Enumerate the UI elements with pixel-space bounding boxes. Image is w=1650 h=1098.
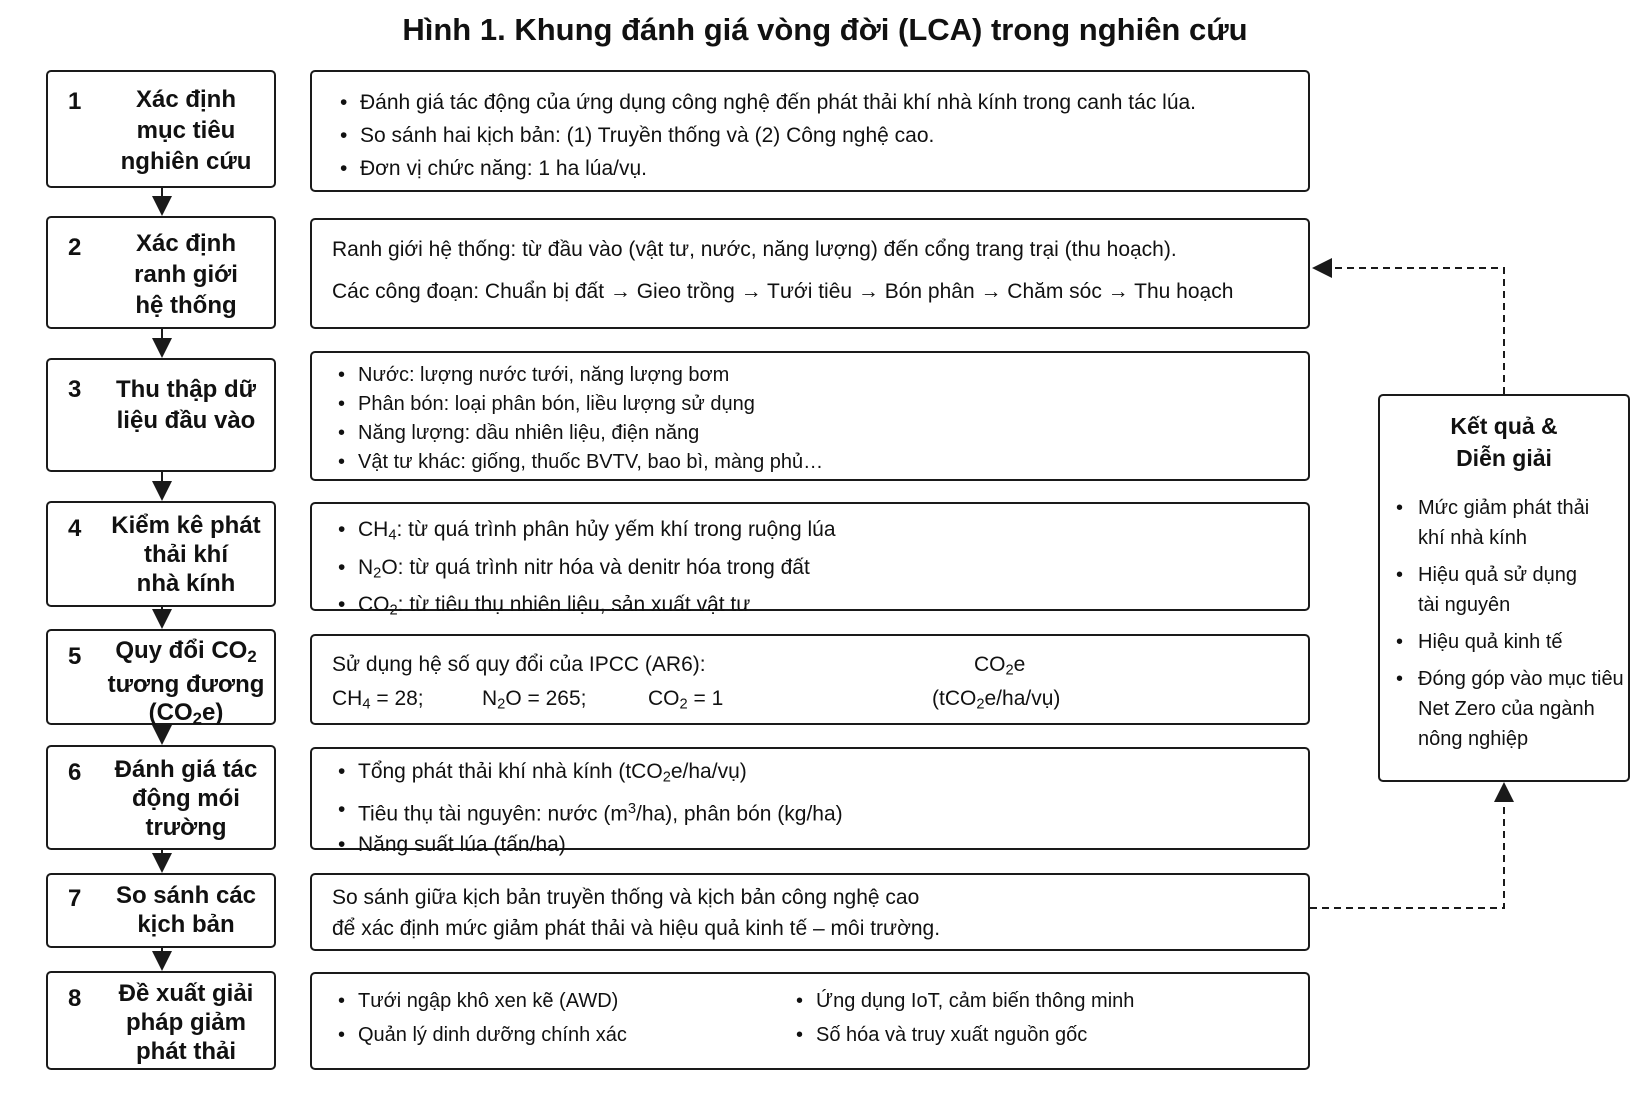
mitigation-item: • Số hóa và truy xuất nguồn gốc — [788, 1018, 1134, 1052]
step-3-number: 3 — [68, 376, 82, 403]
process-stages-text: Các công đoạn: Chuẩn bị đất → Gieo trồng → Tưới tiêu → Bón phân → Chăm sóc → Thu hoạch — [332, 280, 1234, 303]
detail-4-item-n2o: • $N_2O$: từ quá trình nitr hóa và denitr hóa trong đất — [330, 552, 836, 590]
step-1-label: Xác định mục tiêu nghiên cứu — [120, 86, 252, 175]
detail-6-item: • Tiêu thụ tài nguyên: nước $(m^3/ha)$, phân bón (kg/ha) — [330, 794, 843, 829]
result-item: • Hiệu quả sử dụng tài nguyên — [1394, 560, 1624, 620]
step-6-box — [46, 745, 276, 850]
ch4-factor: $CH_4 = 28$; — [332, 687, 424, 713]
detail-3-box — [310, 351, 1310, 481]
step-2-label: Xác định ranh giới hệ thống — [134, 230, 238, 319]
step-6-label: Đánh giá tác động mói trường — [114, 756, 258, 841]
ipcc-factor-text: Sử dụng hệ số quy đổi của IPCC (AR6): — [332, 653, 706, 676]
detail-1-item: • Đơn vị chức năng: 1 ha lúa/vụ. — [332, 152, 1196, 185]
co2e-result: $CO_2e$ — [974, 653, 1026, 679]
detail-4-box — [310, 502, 1310, 620]
detail-4-item-ch4: • $CH_4$: từ quá trình phân hủy yếm khí trong ruộng lúa — [330, 514, 836, 552]
detail-3-item: • Nước: lượng nước tưới, năng lượng bơm — [330, 361, 823, 390]
step-8-number: 8 — [68, 985, 82, 1012]
results-box — [1378, 394, 1630, 782]
detail-3-item: • Phân bón: loại phân bón, liều lượng sử dụng — [330, 390, 823, 419]
dashed-result-arrow — [1310, 784, 1504, 908]
step-5-number: 5 — [68, 643, 82, 670]
detail-4-item-co2: • $CO_2$: từ tiêu thụ nhiên liệu, sản xuất vật tư — [330, 589, 836, 627]
step-4-label: Kiểm kê phát thải khí nhà kính — [111, 512, 261, 597]
detail-1-item: • Đánh giá tác động của ứng dụng công nghệ đến phát thải khí nhà kính trong canh tác lúa. — [332, 86, 1196, 119]
result-item: • Đóng góp vào mục tiêu Net Zero của ngành nông nghiệp — [1394, 664, 1624, 754]
detail-3-item: • Vật tư khác: giống, thuốc BVTV, bao bì, màng phủ… — [330, 448, 823, 477]
detail-6-item: • Năng suất lúa (tấn/ha) — [330, 829, 843, 860]
step-2-number: 2 — [68, 234, 82, 261]
step-2-box — [46, 216, 276, 329]
step-1-number: 1 — [68, 88, 82, 115]
co2-factor: $CO_2 = 1$ — [648, 687, 724, 713]
comparison-text: So sánh giữa kịch bản truyền thống và kịch bản công nghệ cao để xác định mức giảm phát thải và hiệu quả kinh tế – môi trường. — [332, 886, 941, 940]
step-7-label: So sánh các kịch bản — [115, 882, 257, 938]
step-8-label: Đề xuất giải pháp giảm phát thải — [118, 980, 254, 1065]
detail-8-box — [310, 972, 1310, 1070]
result-item: • Hiệu quả kinh tế — [1394, 627, 1624, 657]
detail-7-box — [310, 873, 1310, 951]
detail-6-item: • Tổng phát thải khí nhà kính (tCO$_2$e/ha/vụ) — [330, 756, 843, 794]
step-6-number: 6 — [68, 759, 82, 786]
step-4-number: 4 — [68, 515, 82, 542]
mitigation-item: • Quản lý dinh dưỡng chính xác — [330, 1018, 627, 1052]
step-1-box — [46, 70, 276, 188]
step-8-box — [46, 971, 276, 1070]
step-3-label: Thu thập dữ liệu đầu vào — [115, 376, 256, 434]
mitigation-item: • Tưới ngập khô xen kẽ (AWD) — [330, 984, 627, 1018]
detail-2-box — [310, 218, 1310, 329]
step-3-box — [46, 358, 276, 472]
result-item: • Mức giảm phát thải khí nhà kính — [1394, 493, 1624, 553]
mitigation-item: • Ứng dụng IoT, cảm biến thông minh — [788, 984, 1134, 1018]
dashed-feedback-arrow — [1314, 268, 1504, 394]
co2e-unit: (tCO$_2$e/ha/vụ) — [932, 687, 1061, 713]
figure-title: Hình 1. Khung đánh giá vòng đời (LCA) trong nghiên cứu — [402, 12, 1248, 47]
step-7-number: 7 — [68, 885, 82, 912]
step-5-label: Quy đổi $CO_2$ tương đương $(CO_2e)$ — [107, 637, 265, 729]
step-7-box — [46, 873, 276, 948]
detail-1-item: • So sánh hai kịch bản: (1) Truyền thống và (2) Công nghệ cao. — [332, 119, 1196, 152]
detail-6-box — [310, 747, 1310, 857]
detail-1-box — [310, 70, 1310, 192]
detail-3-item: • Năng lượng: dầu nhiên liệu, điện năng — [330, 419, 823, 448]
n2o-factor: $N_2O = 265$; — [482, 687, 587, 713]
step-5-box — [46, 629, 276, 729]
system-boundary-text: Ranh giới hệ thống: từ đầu vào (vật tư, nước, năng lượng) đến cổng trang trại (thu hoạch). — [332, 238, 1177, 261]
step-4-box — [46, 501, 276, 607]
results-title: Kết quả & Diễn giải — [1450, 413, 1558, 471]
detail-5-box — [310, 634, 1310, 725]
